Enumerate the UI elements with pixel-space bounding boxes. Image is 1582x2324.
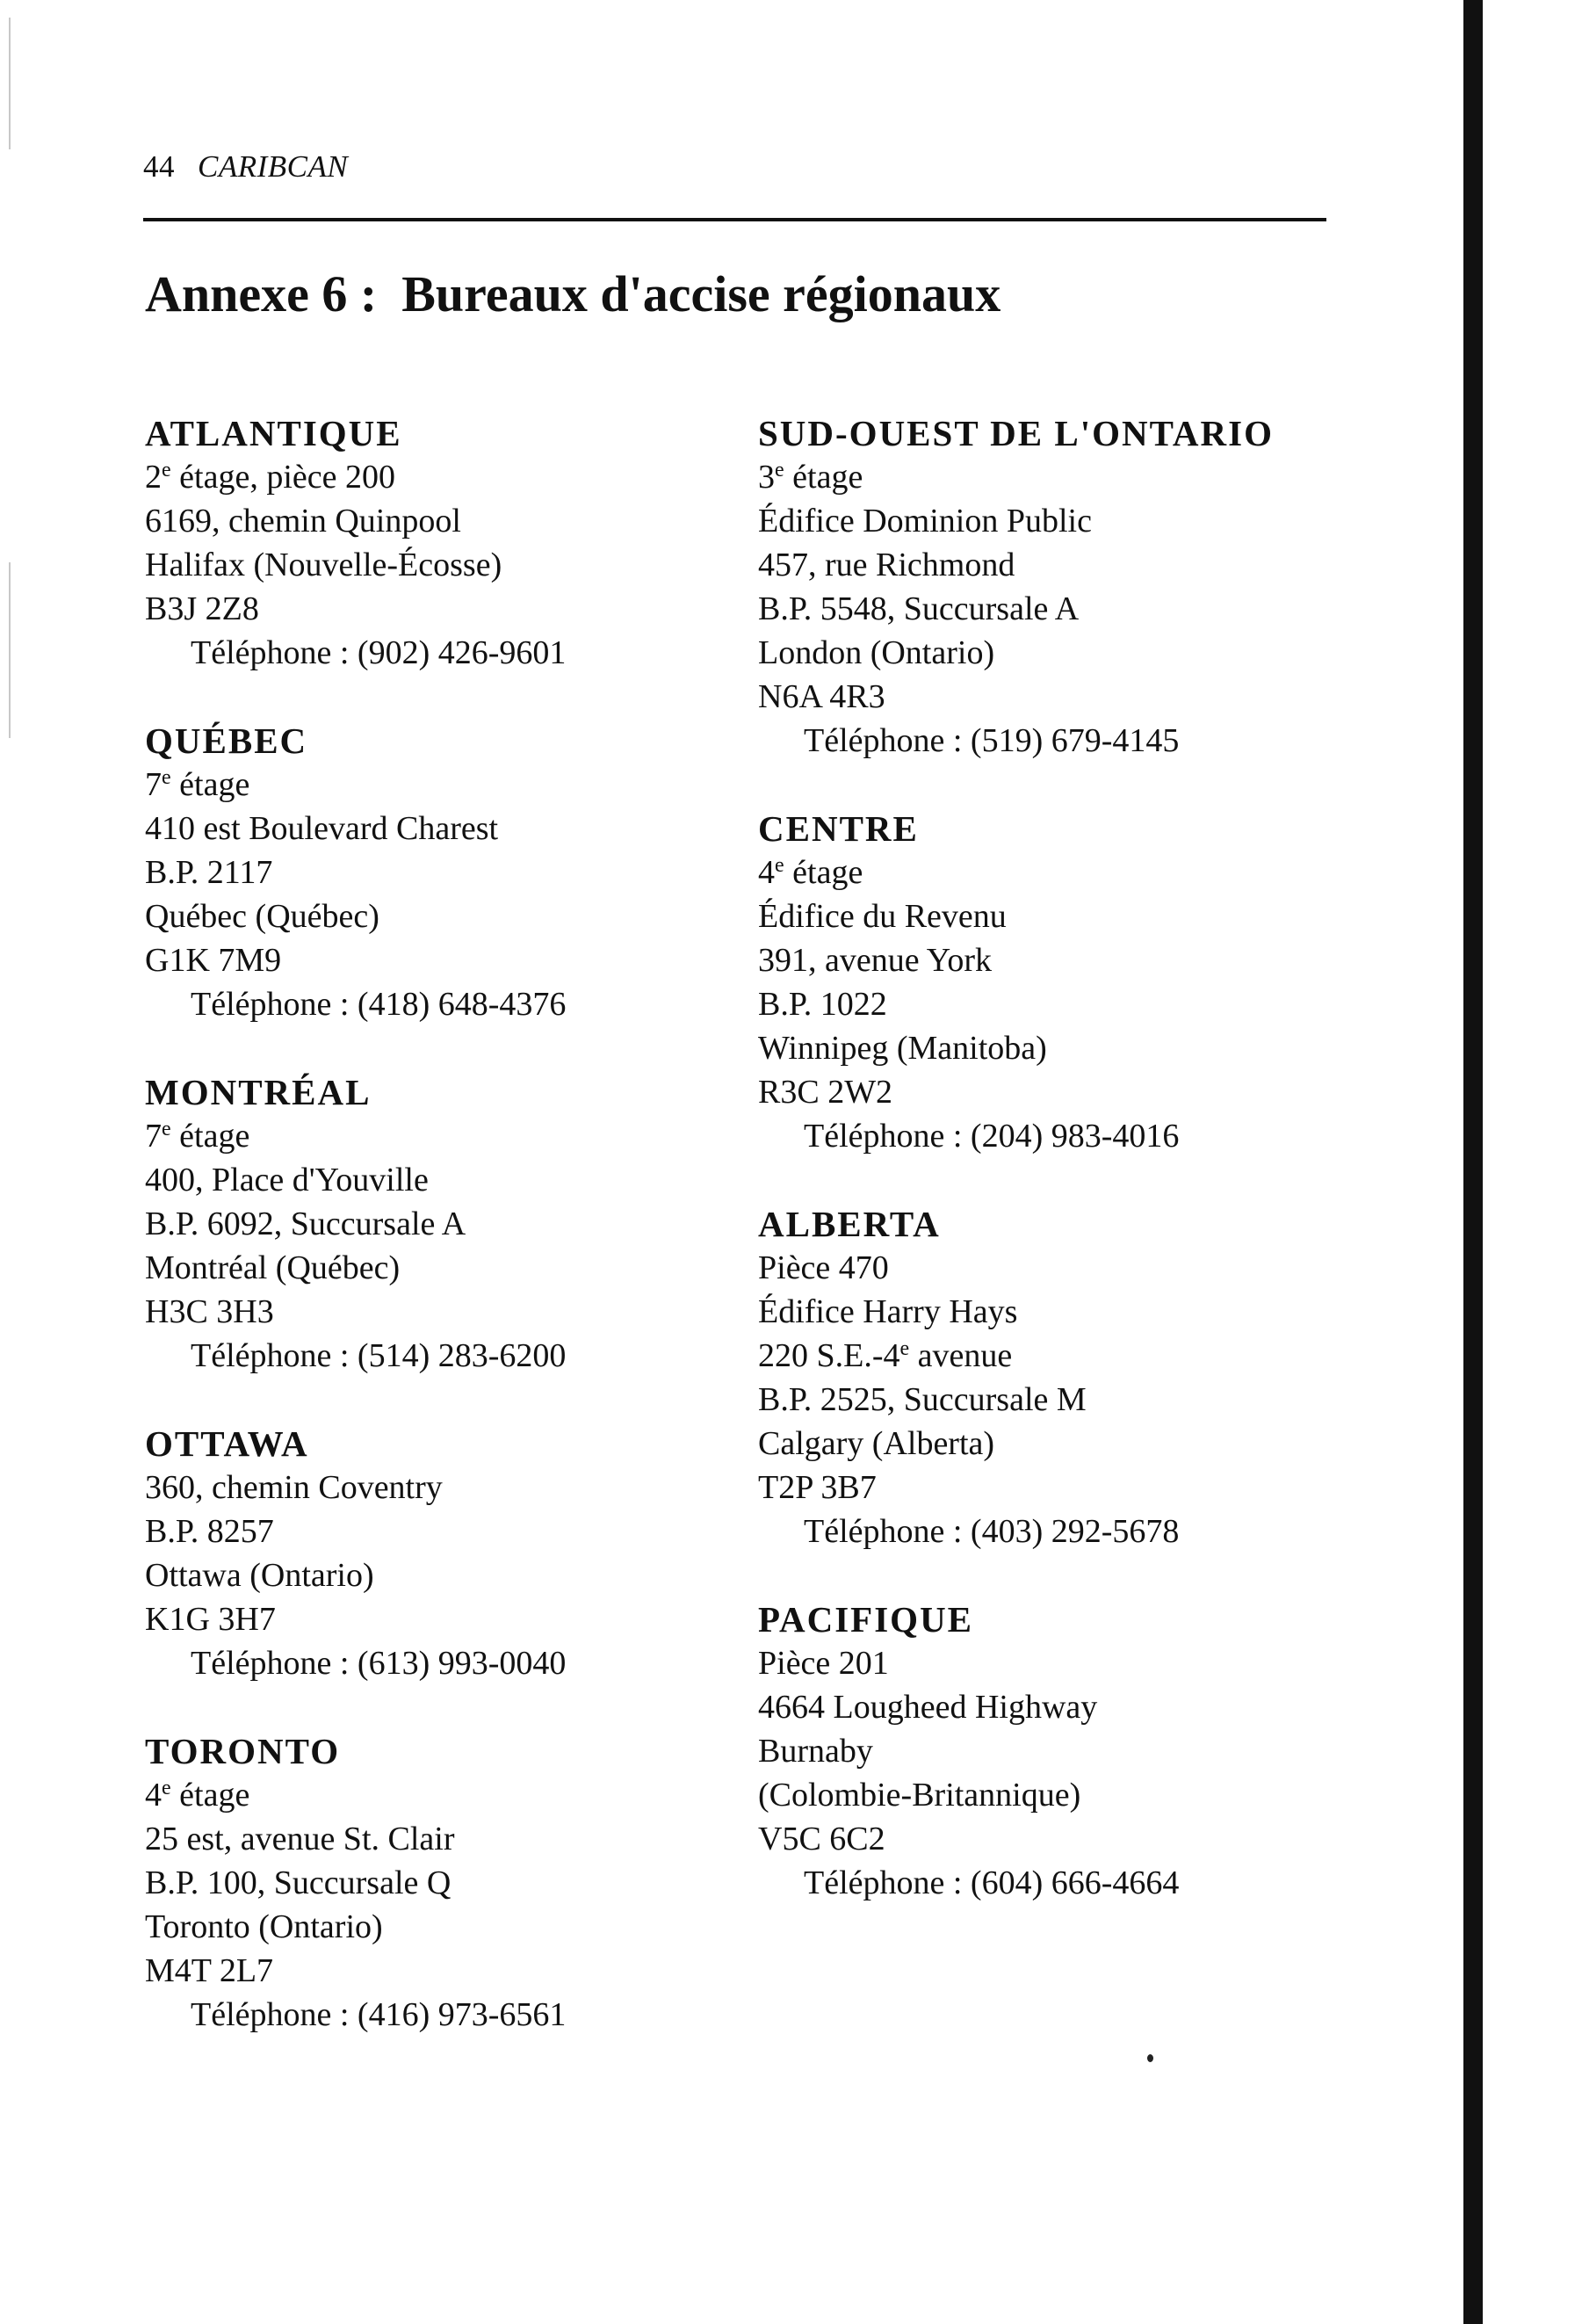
office-block xyxy=(145,1422,751,1685)
office-name: ALBERTA xyxy=(758,1204,941,1244)
page-header xyxy=(143,149,348,185)
phone-line: Téléphone : (613) 993-0040 xyxy=(191,1645,567,1682)
phone-line: Téléphone : (604) 666-4664 xyxy=(804,1864,1180,1901)
floor-superscript: e xyxy=(162,1777,171,1799)
floor-superscript: e xyxy=(162,1118,171,1140)
phone-line: Téléphone : (416) 973-6561 xyxy=(191,1996,567,2033)
address-line: Édifice Dominion Public xyxy=(758,503,1092,539)
office-name: PACIFIQUE xyxy=(758,1599,974,1640)
speck xyxy=(1147,2054,1153,2062)
phone-line: Téléphone : (519) 679-4145 xyxy=(804,722,1180,759)
address-line: R3C 2W2 xyxy=(758,1074,893,1111)
floor-line xyxy=(758,851,1364,894)
address-line: B.P. 1022 xyxy=(758,986,887,1023)
address-line: B.P. 100, Succursale Q xyxy=(145,1864,451,1901)
address-line: 410 est Boulevard Charest xyxy=(145,810,499,847)
address-line: 6169, chemin Quinpool xyxy=(145,503,461,539)
annex-title xyxy=(145,264,1000,325)
address-line: B.P. 8257 xyxy=(145,1513,274,1550)
office-name: SUD-OUEST DE L'ONTARIO xyxy=(758,413,1274,453)
floor-number: 2 xyxy=(145,459,162,496)
address-line: Winnipeg (Manitoba) xyxy=(758,1030,1047,1067)
address-line: Québec (Québec) xyxy=(145,898,379,935)
address-line: B.P. 5548, Succursale A xyxy=(758,590,1080,627)
floor-number: 7 xyxy=(145,766,162,803)
floor-line xyxy=(145,1773,751,1817)
office-block xyxy=(145,1070,751,1378)
floor-number: 4 xyxy=(145,1777,162,1814)
address-line: 25 est, avenue St. Clair xyxy=(145,1821,455,1857)
floor-rest: étage xyxy=(784,459,863,496)
floor-superscript: e xyxy=(775,459,784,481)
address-line: London (Ontario) xyxy=(758,634,995,671)
office-block xyxy=(145,1729,751,2037)
office-name: MONTRÉAL xyxy=(145,1072,372,1112)
floor-line xyxy=(758,455,1364,499)
address-line: Édifice Harry Hays xyxy=(758,1293,1018,1330)
address-line: 400, Place d'Youville xyxy=(145,1162,429,1198)
offices-right-column xyxy=(758,411,1364,1949)
floor-superscript: e xyxy=(162,459,171,481)
address-line: 360, chemin Coventry xyxy=(145,1469,443,1506)
address-line: Pièce 201 xyxy=(758,1645,889,1682)
running-title: CARIBCAN xyxy=(198,149,349,184)
floor-number: 4 xyxy=(758,854,775,891)
office-block xyxy=(145,719,751,1026)
address-line: H3C 3H3 xyxy=(145,1293,274,1330)
address-line: K1G 3H7 xyxy=(145,1601,276,1638)
phone-line: Téléphone : (403) 292-5678 xyxy=(804,1513,1180,1550)
office-block xyxy=(758,807,1364,1158)
annex-heading: Bureaux d'accise régionaux xyxy=(401,265,1001,322)
floor-rest: étage xyxy=(170,1777,250,1814)
address-line: Halifax (Nouvelle-Écosse) xyxy=(145,547,502,583)
phone-line: Téléphone : (204) 983-4016 xyxy=(804,1118,1180,1155)
address-line: B.P. 2117 xyxy=(145,854,273,891)
page-number: 44 xyxy=(143,149,175,184)
header-rule xyxy=(143,218,1326,221)
address-line: N6A 4R3 xyxy=(758,678,885,715)
address-line: G1K 7M9 xyxy=(145,942,282,979)
address-line: Pièce 470 xyxy=(758,1249,889,1286)
phone-line: Téléphone : (514) 283-6200 xyxy=(191,1337,567,1374)
floor-number: 220 S.E.-4 xyxy=(758,1337,900,1374)
address-line: M4T 2L7 xyxy=(145,1952,274,1989)
office-block xyxy=(758,411,1364,763)
office-name: OTTAWA xyxy=(145,1423,309,1464)
floor-rest: étage, pièce 200 xyxy=(170,459,395,496)
phone-line: Téléphone : (418) 648-4376 xyxy=(191,986,567,1023)
address-line: 4664 Lougheed Highway xyxy=(758,1689,1098,1726)
floor-line xyxy=(145,1114,751,1158)
address-line: Calgary (Alberta) xyxy=(758,1425,995,1462)
floor-rest: étage xyxy=(170,766,250,803)
address-line: B3J 2Z8 xyxy=(145,590,259,627)
office-name: QUÉBEC xyxy=(145,720,308,761)
address-line: Ottawa (Ontario) xyxy=(145,1557,374,1594)
floor-superscript: e xyxy=(899,1337,910,1360)
address-line: Édifice du Revenu xyxy=(758,898,1007,935)
office-block xyxy=(758,1202,1364,1553)
scan-edge-bar xyxy=(1463,0,1483,2324)
office-name: CENTRE xyxy=(758,808,919,849)
office-name: TORONTO xyxy=(145,1731,341,1771)
scan-mark xyxy=(9,18,11,149)
floor-rest: étage xyxy=(784,854,863,891)
address-line: T2P 3B7 xyxy=(758,1469,877,1506)
floor-superscript: e xyxy=(162,766,171,789)
address-line: B.P. 2525, Succursale M xyxy=(758,1381,1087,1418)
address-line: Toronto (Ontario) xyxy=(145,1908,383,1945)
scan-mark xyxy=(9,562,11,738)
floor-line xyxy=(145,455,751,499)
floor-number: 7 xyxy=(145,1118,162,1155)
office-block xyxy=(145,411,751,675)
floor-superscript: e xyxy=(775,854,784,877)
address-line: Burnaby xyxy=(758,1733,873,1770)
office-block xyxy=(758,1597,1364,1905)
office-name: ATLANTIQUE xyxy=(145,413,402,453)
floor-rest: avenue xyxy=(909,1337,1013,1374)
annex-label: Annexe 6 : xyxy=(145,265,378,322)
floor-rest: étage xyxy=(170,1118,250,1155)
address-line: (Colombie-Britannique) xyxy=(758,1777,1081,1814)
address-line: V5C 6C2 xyxy=(758,1821,885,1857)
address-line: 457, rue Richmond xyxy=(758,547,1015,583)
phone-line: Téléphone : (902) 426-9601 xyxy=(191,634,567,671)
floor-number: 3 xyxy=(758,459,775,496)
address-line: Montréal (Québec) xyxy=(145,1249,401,1286)
floor-line xyxy=(758,1334,1364,1378)
floor-line xyxy=(145,763,751,807)
offices-left-column xyxy=(145,411,751,2081)
address-line: 391, avenue York xyxy=(758,942,992,979)
address-line: B.P. 6092, Succursale A xyxy=(145,1205,466,1242)
